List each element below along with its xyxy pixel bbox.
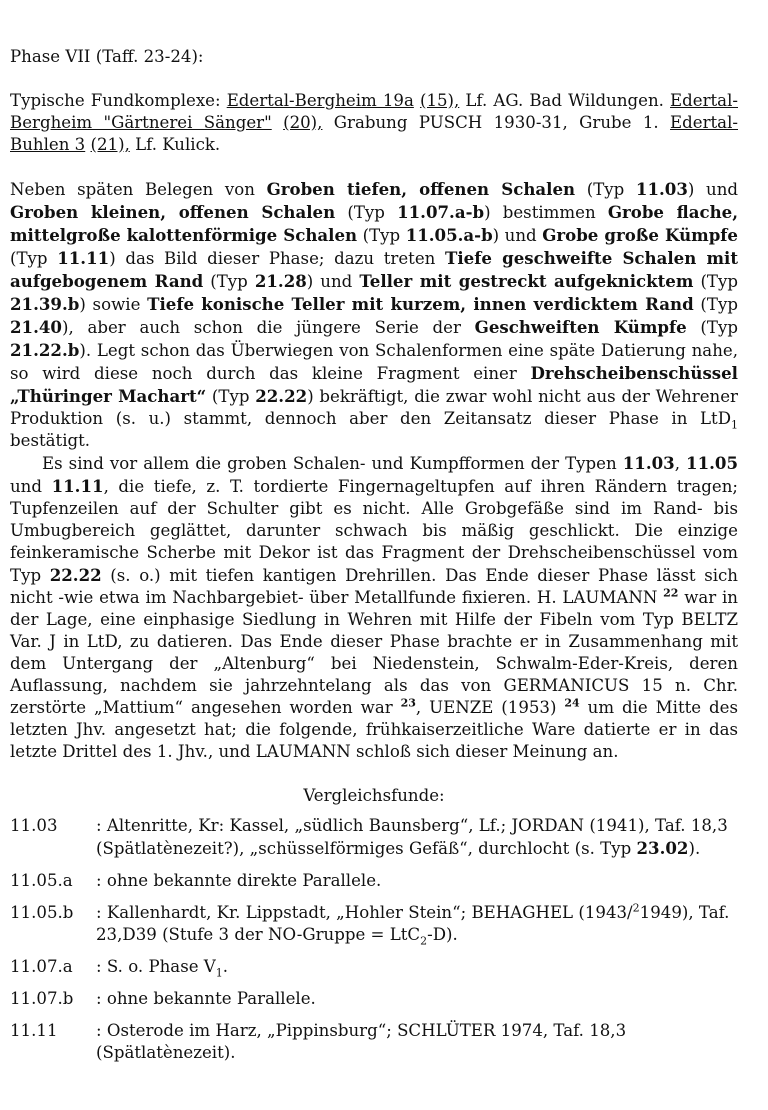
p1-text: (Typ — [203, 272, 255, 291]
entry-desc: Kallenhardt, Kr. Lippstadt, „Hohler Stein“; BEHAGHEL (1943/ — [106, 903, 633, 922]
p2-type: 11.05 — [686, 453, 738, 473]
p1-text: ), aber auch schon die jüngere Serie der — [61, 318, 475, 337]
p1-term: Tiefe konische Teller mit kurzem, innen verdicktem Rand — [147, 294, 694, 314]
p1-text: (Typ — [206, 387, 256, 406]
p1-term: Grobe große Kümpfe — [542, 225, 738, 245]
entry-desc: S. o. Phase V — [106, 957, 216, 976]
p1-text: ) bestimmen — [484, 203, 608, 222]
phase-heading: Phase VII (Taff. 23-24): — [10, 47, 204, 66]
entry-desc: 1949), Taf. 23,D39 (Stufe 3 der NO-Gruppe = LtC — [96, 903, 730, 944]
p2-text: , — [674, 454, 687, 473]
entry-desc: Altenritte, Kr: Kassel, „südlich Baunsberg“, Lf.; JORDAN (1941), Taf. 18,3 (Spätlatènezeit?), „schüsselförmiges Gefäß“, durchlocht (s. Typ — [96, 816, 728, 858]
site-link-1: Edertal-Bergheim 19a — [226, 91, 414, 110]
p1-text: (Typ — [10, 249, 58, 268]
entry-desc: ohne bekannte direkte Parallele. — [106, 871, 382, 890]
entry-subscript: 2 — [420, 934, 428, 948]
p1-type: 21.22.b — [10, 340, 80, 360]
p1-subscript: 1 — [731, 418, 738, 432]
p2-text: , UENZE (1953) — [415, 698, 565, 717]
body-paragraph-2 — [10, 452, 738, 763]
p1-text: ) und — [687, 180, 739, 199]
p2-text: um die Mitte des letzten Jhv. angesetzt hat; die folgende, frühkaiserzeitliche Ware datierte er in das letzte Drittel des 1. Jhv., und LAUMANN schloß sich dieser Meinung an. — [10, 698, 739, 761]
document-page — [10, 46, 738, 1064]
p1-text: (Typ — [575, 180, 636, 199]
entry-separator: : — [96, 871, 107, 890]
p2-type: 11.11 — [51, 476, 104, 496]
p2-text: war in der Lage, eine einphasige Siedlung in Wehren mit Hilfe der Fibeln vom Typ BELTZ Var. J in LtD, zu datieren. Das Ende dieser Phase brachte er in Zusammenhang mit dem Untergang der „Altenburg“ bei Niedenstein, Schwalm-Eder-Kreis, deren Auflassung, nachdem sie jahrzehntelang als das von GERMANICUS 15 n. Chr. zerstörte „Mattium“ angesehen worden war — [10, 588, 738, 717]
entry-text — [96, 988, 738, 1010]
p1-type: 11.05.a-b — [405, 225, 493, 245]
table-row — [10, 988, 738, 1010]
footnote-ref[interactable]: 23 — [400, 696, 416, 710]
p2-text: , die tiefe, z. T. tordierte Fingernageltupfen auf ihren Rändern tragen; Tupfenzeilen auf der Schulter gibt es nicht. Alle Grobgefäße sind im Rand- bis Umbugbereich geglättet, darunter schwach bis mäßig geschlickt. Die einzige feinkeramische Scherbe mit Dekor ist das Fragment der Drehscheibenschüssel vom Typ — [10, 477, 738, 585]
p1-term: Geschweiften Kümpfe — [474, 317, 687, 337]
fund-lead: Typische Fundkomplexe: — [10, 91, 227, 110]
p1-type: 21.39.b — [10, 294, 80, 314]
p1-type: 21.40 — [10, 317, 62, 337]
entry-text — [96, 1020, 738, 1064]
entry-subscript: 1 — [215, 966, 223, 980]
site-link-2: Edertal-Bergheim "Gärtnerei Sänger" — [10, 91, 738, 132]
p2-type: 11.03 — [622, 453, 675, 473]
p1-term: Grobe flache, mittelgroße kalottenförmige Schalen — [10, 202, 738, 245]
p1-type: 11.11 — [57, 248, 110, 268]
table-row — [10, 815, 738, 860]
p1-term: Groben tiefen, offenen Schalen — [266, 179, 576, 199]
entry-superscript: 2 — [632, 901, 640, 915]
p1-text: ) bekräftigt, die zwar wohl nicht aus der Wehrener Produktion (s. u.) stammt, dennoch aber den Zeitansatz dieser Phase in LtD — [10, 387, 738, 428]
entry-desc: ). — [688, 839, 701, 858]
p1-text: (Typ — [686, 318, 738, 337]
p1-term: Drehscheibenschüssel „Thüringer Machart“ — [10, 363, 738, 406]
site-ref-1: (15), — [419, 91, 460, 110]
site-text-1: Lf. AG. Bad Wildungen. — [459, 91, 671, 110]
entry-type: 23.02 — [636, 838, 689, 858]
fundkomplexe-paragraph — [10, 90, 738, 156]
footnote-ref[interactable]: 24 — [564, 696, 580, 710]
p1-term: Teller mit gestreckt aufgeknicktem — [359, 271, 694, 291]
site-ref-3: (21), — [90, 135, 130, 154]
p1-text: (Typ — [335, 203, 398, 222]
type-code: 11.11 — [10, 1021, 58, 1040]
entry-separator: : — [96, 957, 107, 976]
comparison-table — [10, 815, 738, 1064]
site-text-2: Grabung PUSCH 1930-31, Grube 1. — [322, 113, 671, 132]
p2-text: (s. o.) mit tiefen kantigen Drehrillen. Das Ende dieser Phase lässt sich nicht -wie etwa im Nachbargebiet- über Metallfunde fixieren. H. LAUMANN — [10, 566, 738, 607]
entry-text — [96, 870, 738, 892]
p1-term: Groben kleinen, offenen Schalen — [10, 202, 336, 222]
site-ref-2: (20), — [283, 113, 323, 132]
p1-text: ) sowie — [79, 295, 148, 314]
entry-separator: : — [96, 816, 107, 835]
vergleichsfunde-heading: Vergleichsfunde: — [303, 786, 445, 805]
entry-desc: ohne bekannte Parallele. — [106, 989, 316, 1008]
type-code: 11.07.b — [10, 989, 74, 1008]
p1-text: ). Legt schon das Überwiegen von Schalenformen eine späte Datierung nahe, so wird diese noch durch das kleine Fragment einer — [10, 341, 738, 383]
entry-desc: Osterode im Harz, „Pippinsburg“; SCHLÜTER 1974, Taf. 18,3 (Spätlatènezeit). — [96, 1021, 627, 1062]
table-row — [10, 956, 738, 978]
table-row — [10, 870, 738, 892]
type-code: 11.03 — [10, 816, 58, 835]
table-row — [10, 1020, 738, 1064]
p1-type: 11.03 — [635, 179, 688, 199]
site-link-3: Edertal-Buhlen 3 — [10, 113, 738, 154]
p1-text: Neben späten Belegen von — [10, 180, 267, 199]
p2-text: Es sind vor allem die groben Schalen- und Kumpfformen der Typen — [42, 454, 623, 473]
p1-text: bestätigt. — [10, 431, 91, 450]
p1-text: (Typ — [693, 272, 738, 291]
footnote-ref[interactable]: 22 — [663, 586, 679, 600]
entry-separator: : — [96, 903, 107, 922]
p2-text: und — [10, 477, 52, 496]
p1-text: (Typ — [693, 295, 738, 314]
entry-desc: -D). — [427, 925, 458, 944]
p1-type: 22.22 — [255, 386, 308, 406]
table-row — [10, 902, 738, 946]
type-code: 11.05.a — [10, 871, 73, 890]
p1-text: (Typ — [357, 226, 406, 245]
entry-text — [96, 815, 738, 860]
p1-text: ) das Bild dieser Phase; dazu treten — [109, 249, 446, 268]
entry-desc: . — [222, 957, 229, 976]
type-code: 11.05.b — [10, 903, 74, 922]
p2-type: 22.22 — [49, 565, 102, 585]
p1-type: 11.07.a-b — [397, 202, 485, 222]
entry-separator: : — [96, 989, 107, 1008]
site-text-3: Lf. Kulick. — [129, 135, 221, 154]
p1-type: 21.28 — [254, 271, 307, 291]
body-paragraph-1 — [10, 178, 738, 452]
entry-text — [96, 902, 738, 946]
p1-term: Tiefe geschweifte Schalen mit aufgebogenem Rand — [10, 248, 738, 291]
p1-text: ) und — [492, 226, 543, 245]
p1-text: ) und — [306, 272, 360, 291]
entry-separator: : — [96, 1021, 107, 1040]
type-code: 11.07.a — [10, 957, 73, 976]
entry-text — [96, 956, 738, 978]
